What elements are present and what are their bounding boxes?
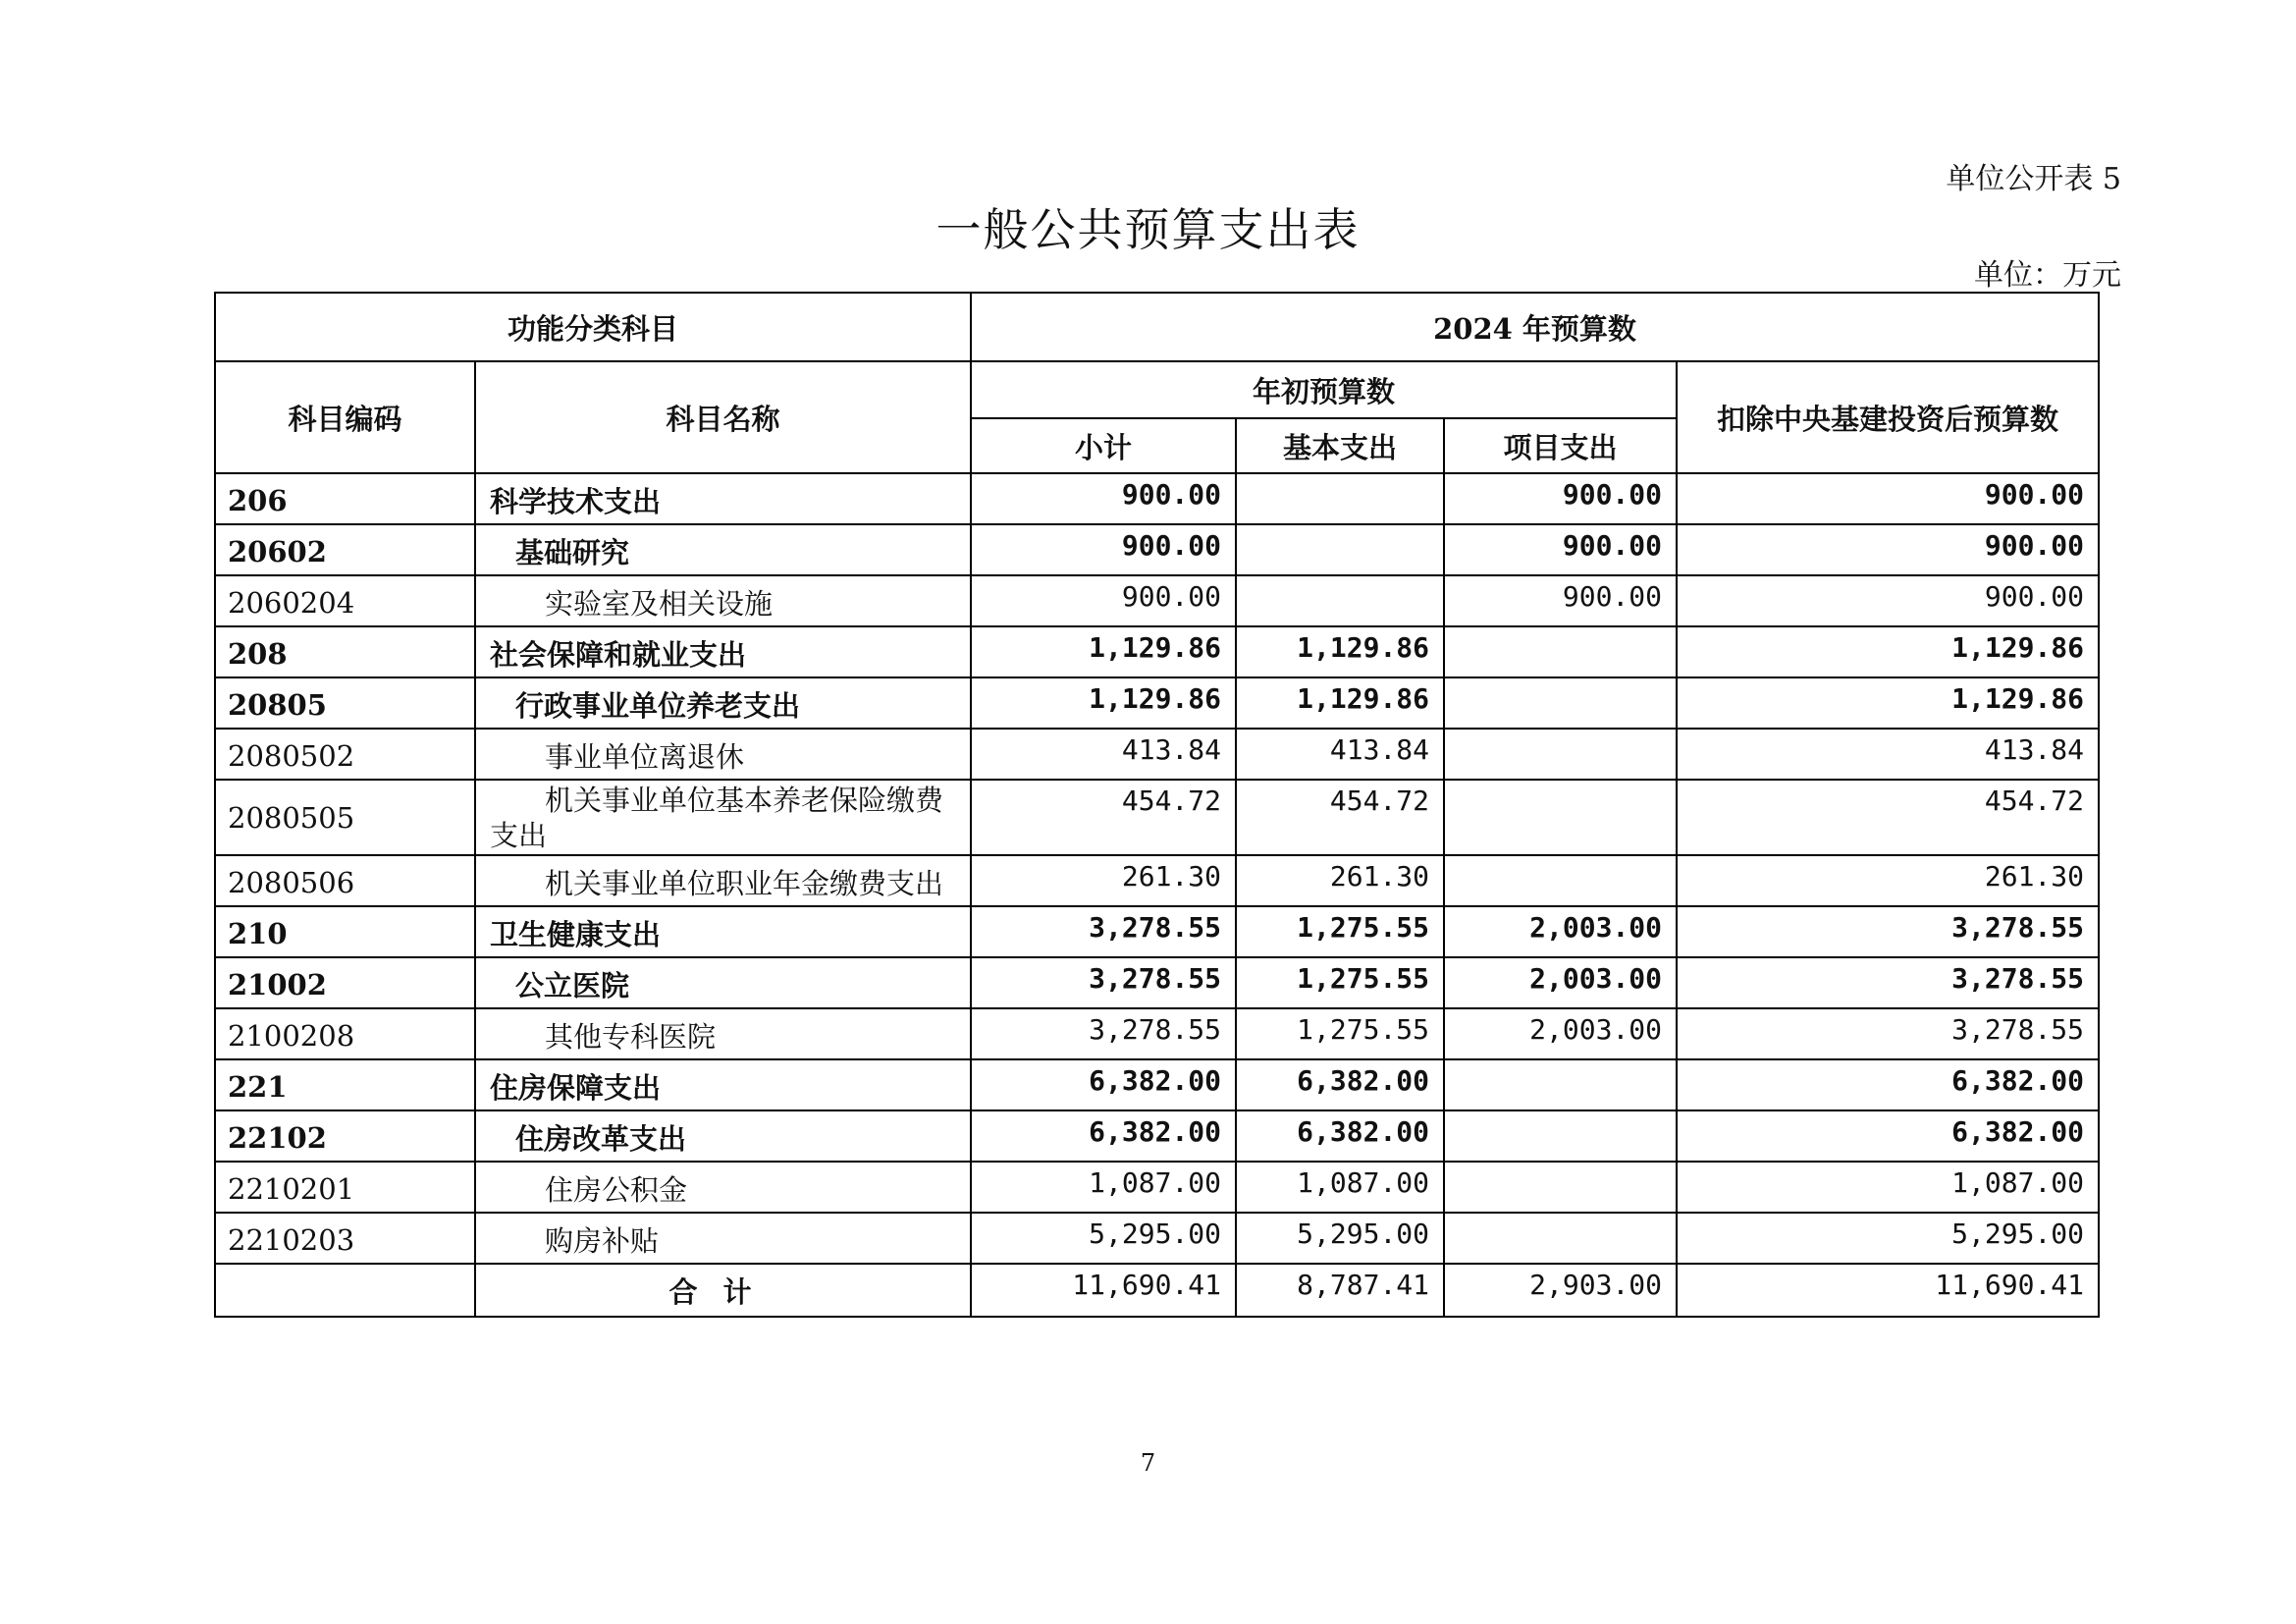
row-subtotal: 1,129.86 <box>971 626 1236 677</box>
row-code: 20602 <box>215 524 475 575</box>
row-code: 2100208 <box>215 1008 475 1059</box>
row-after: 6,382.00 <box>1677 1059 2099 1110</box>
row-basic: 1,129.86 <box>1236 677 1444 729</box>
row-basic: 1,275.55 <box>1236 957 1444 1008</box>
header-name: 科目名称 <box>475 361 971 473</box>
table-row <box>215 1008 2099 1059</box>
row-subtotal: 900.00 <box>971 575 1236 626</box>
row-after: 1,087.00 <box>1677 1162 2099 1213</box>
row-basic: 1,087.00 <box>1236 1162 1444 1213</box>
row-subtotal: 413.84 <box>971 729 1236 780</box>
row-project: 2,003.00 <box>1444 906 1677 957</box>
row-code: 2080506 <box>215 855 475 906</box>
total-basic: 8,787.41 <box>1236 1264 1444 1317</box>
table-row <box>215 1110 2099 1162</box>
row-after: 261.30 <box>1677 855 2099 906</box>
row-after: 454.72 <box>1677 780 2099 855</box>
row-name: 住房改革支出 <box>475 1110 971 1162</box>
row-subtotal: 6,382.00 <box>971 1059 1236 1110</box>
table-row <box>215 1213 2099 1264</box>
row-project: 2,003.00 <box>1444 957 1677 1008</box>
row-name: 事业单位离退休 <box>475 729 971 780</box>
row-name: 科学技术支出 <box>475 473 971 524</box>
total-subtotal: 11,690.41 <box>971 1264 1236 1317</box>
row-code: 2080505 <box>215 780 475 855</box>
row-after: 900.00 <box>1677 473 2099 524</box>
row-code: 22102 <box>215 1110 475 1162</box>
row-subtotal: 6,382.00 <box>971 1110 1236 1162</box>
row-code: 21002 <box>215 957 475 1008</box>
row-subtotal: 3,278.55 <box>971 906 1236 957</box>
page-title: 一般公共预算支出表 <box>935 203 1361 256</box>
row-name: 卫生健康支出 <box>475 906 971 957</box>
row-name: 社会保障和就业支出 <box>475 626 971 677</box>
row-project <box>1444 1213 1677 1264</box>
header-basic: 基本支出 <box>1236 418 1444 473</box>
row-basic: 1,129.86 <box>1236 626 1444 677</box>
row-basic: 1,275.55 <box>1236 906 1444 957</box>
header-code: 科目编码 <box>215 361 475 473</box>
row-subtotal: 900.00 <box>971 473 1236 524</box>
row-code: 208 <box>215 626 475 677</box>
total-label: 合计 <box>475 1264 971 1317</box>
row-name: 购房补贴 <box>475 1213 971 1264</box>
total-after: 11,690.41 <box>1677 1264 2099 1317</box>
row-basic: 413.84 <box>1236 729 1444 780</box>
row-project <box>1444 855 1677 906</box>
row-basic: 6,382.00 <box>1236 1110 1444 1162</box>
header-year-budget: 2024 年预算数 <box>971 293 2099 361</box>
row-code: 2210203 <box>215 1213 475 1264</box>
row-project <box>1444 677 1677 729</box>
row-code: 221 <box>215 1059 475 1110</box>
table-row <box>215 473 2099 524</box>
row-after: 413.84 <box>1677 729 2099 780</box>
total-code <box>215 1264 475 1317</box>
row-after: 900.00 <box>1677 575 2099 626</box>
table-row <box>215 780 2099 855</box>
header-subtotal: 小计 <box>971 418 1236 473</box>
row-basic <box>1236 524 1444 575</box>
row-subtotal: 3,278.55 <box>971 1008 1236 1059</box>
row-project <box>1444 626 1677 677</box>
row-project <box>1444 1110 1677 1162</box>
table-row <box>215 1059 2099 1110</box>
row-subtotal: 261.30 <box>971 855 1236 906</box>
table-row <box>215 729 2099 780</box>
row-code: 206 <box>215 473 475 524</box>
row-after: 3,278.55 <box>1677 906 2099 957</box>
row-code: 2080502 <box>215 729 475 780</box>
row-project <box>1444 780 1677 855</box>
row-name: 住房保障支出 <box>475 1059 971 1110</box>
row-basic <box>1236 473 1444 524</box>
table-row <box>215 855 2099 906</box>
table-row <box>215 957 2099 1008</box>
header-func-class: 功能分类科目 <box>215 293 971 361</box>
row-basic: 261.30 <box>1236 855 1444 906</box>
row-project: 2,003.00 <box>1444 1008 1677 1059</box>
row-code: 20805 <box>215 677 475 729</box>
table-row <box>215 906 2099 957</box>
total-project: 2,903.00 <box>1444 1264 1677 1317</box>
table-row <box>215 1162 2099 1213</box>
row-project: 900.00 <box>1444 524 1677 575</box>
row-project <box>1444 1059 1677 1110</box>
row-basic: 5,295.00 <box>1236 1213 1444 1264</box>
row-name: 行政事业单位养老支出 <box>475 677 971 729</box>
row-after: 3,278.55 <box>1677 1008 2099 1059</box>
page-number: 7 <box>1140 1449 1156 1477</box>
row-project: 900.00 <box>1444 473 1677 524</box>
row-basic: 454.72 <box>1236 780 1444 855</box>
row-subtotal: 1,087.00 <box>971 1162 1236 1213</box>
row-after: 5,295.00 <box>1677 1213 2099 1264</box>
row-basic <box>1236 575 1444 626</box>
row-basic: 1,275.55 <box>1236 1008 1444 1059</box>
row-basic: 6,382.00 <box>1236 1059 1444 1110</box>
row-subtotal: 900.00 <box>971 524 1236 575</box>
row-subtotal: 5,295.00 <box>971 1213 1236 1264</box>
row-name: 住房公积金 <box>475 1162 971 1213</box>
header-initial-budget: 年初预算数 <box>971 361 1677 418</box>
row-name: 公立医院 <box>475 957 971 1008</box>
row-code: 210 <box>215 906 475 957</box>
header-project: 项目支出 <box>1444 418 1677 473</box>
row-after: 900.00 <box>1677 524 2099 575</box>
header-after-deduct: 扣除中央基建投资后预算数 <box>1677 361 2099 473</box>
row-name: 机关事业单位职业年金缴费支出 <box>475 855 971 906</box>
row-name: 其他专科医院 <box>475 1008 971 1059</box>
row-after: 3,278.55 <box>1677 957 2099 1008</box>
unit-label: 单位：万元 <box>1974 258 2121 293</box>
table-number-label: 单位公开表 5 <box>1946 162 2121 196</box>
row-after: 1,129.86 <box>1677 626 2099 677</box>
row-name: 机关事业单位基本养老保险缴费支出 <box>475 780 971 855</box>
row-name: 基础研究 <box>475 524 971 575</box>
budget-table <box>214 292 2100 1318</box>
table-row <box>215 575 2099 626</box>
table-row <box>215 524 2099 575</box>
row-project <box>1444 1162 1677 1213</box>
row-subtotal: 1,129.86 <box>971 677 1236 729</box>
row-code: 2060204 <box>215 575 475 626</box>
row-subtotal: 454.72 <box>971 780 1236 855</box>
row-project <box>1444 729 1677 780</box>
row-after: 1,129.86 <box>1677 677 2099 729</box>
row-subtotal: 3,278.55 <box>971 957 1236 1008</box>
row-project: 900.00 <box>1444 575 1677 626</box>
table-row <box>215 626 2099 677</box>
table-row <box>215 677 2099 729</box>
row-code: 2210201 <box>215 1162 475 1213</box>
total-row <box>215 1264 2099 1317</box>
row-after: 6,382.00 <box>1677 1110 2099 1162</box>
row-name: 实验室及相关设施 <box>475 575 971 626</box>
